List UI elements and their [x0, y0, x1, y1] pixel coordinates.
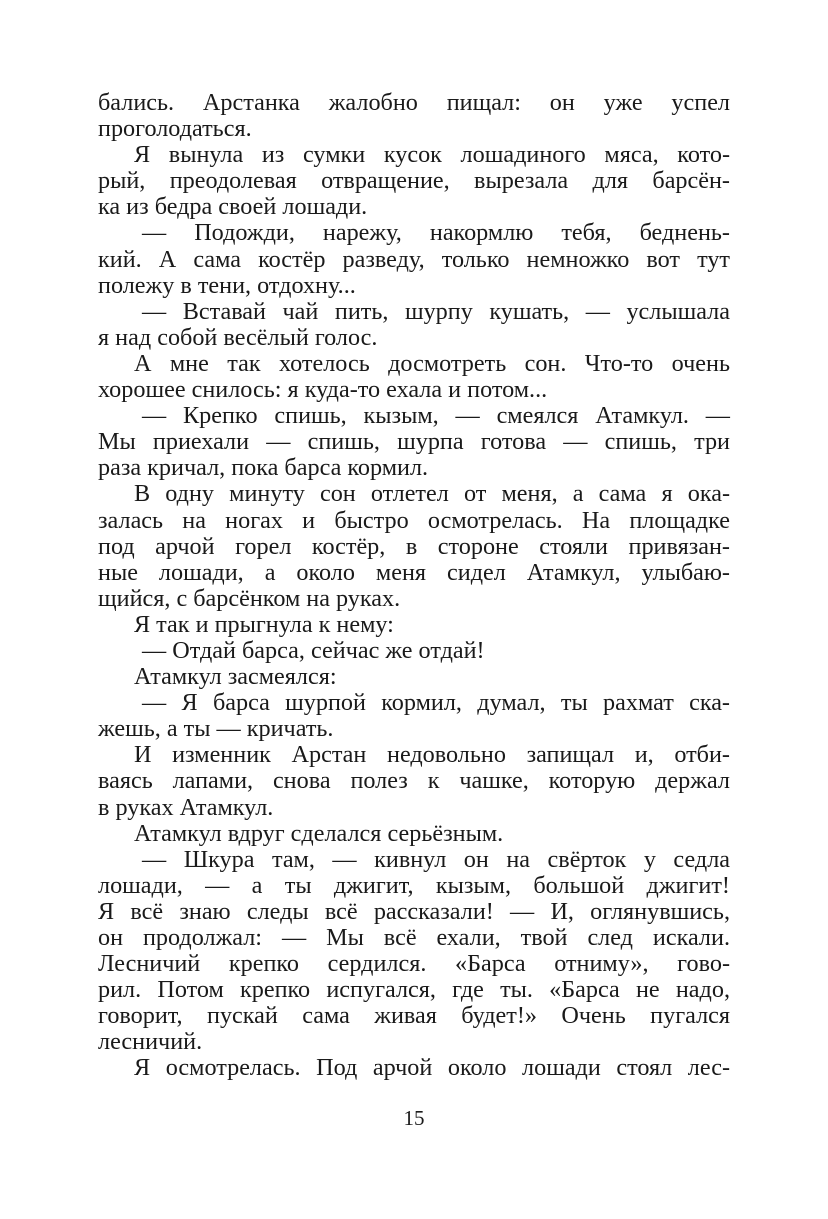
- text-line: Я осмотрелась. Под арчой около лошади стоял лес-: [134, 1054, 730, 1082]
- text-line: лесничий.: [98, 1028, 203, 1056]
- text-line: раза кричал, пока барса кормил.: [98, 454, 429, 482]
- text-line: — Я барса шурпой кормил, думал, ты рахмат ска-: [142, 689, 730, 717]
- text-line: щийся, с барсёнком на руках.: [98, 584, 401, 612]
- text-line: — Отдай барса, сейчас же отдай!: [142, 636, 485, 664]
- text-line: жешь, а ты — кричать.: [98, 715, 334, 743]
- text-line: хорошее снилось: я куда-то ехала и потом...: [98, 376, 548, 404]
- page-number: 15: [403, 1106, 425, 1130]
- text-line: — Вставай чай пить, шурпу кушать, — услышала: [142, 297, 730, 325]
- text-line: ваясь лапами, снова полез к чашке, которую держал: [98, 767, 730, 795]
- text-line: кий. А сама костёр разведу, только немножко вот тут: [98, 245, 730, 273]
- text-line: — Крепко спишь, кызым, — смеялся Атамкул. —: [142, 402, 730, 430]
- text-line: залась на ногах и быстро осмотрелась. На площадке: [98, 506, 730, 534]
- text-line: бались. Арстанка жалобно пищал: он уже успел: [98, 89, 730, 116]
- text-line: говорит, пускай сама живая будет!» Очень пугался: [98, 1002, 730, 1030]
- text-line: В одну минуту сон отлетел от меня, а сама я ока-: [134, 480, 730, 508]
- text-line: — Подожди, нарежу, накормлю тебя, беднень-: [142, 219, 730, 247]
- text-line: ка из бедра своей лошади.: [98, 193, 368, 221]
- text-line: Атамкул вдруг сделался серьёзным.: [134, 819, 504, 847]
- text-line: Лесничий крепко сердился. «Барса отниму», гово-: [98, 950, 730, 978]
- text-line: А мне так хотелось досмотреть сон. Что-то очень: [134, 349, 730, 377]
- text-line: я над собой весёлый голос.: [98, 323, 378, 351]
- text-line: ные лошади, а около меня сидел Атамкул, улыбаю-: [98, 558, 730, 586]
- body-text: [98, 90, 730, 1082]
- text-line: полежу в тени, отдохну...: [98, 271, 356, 299]
- text-line: Мы приехали — спишь, шурпа готова — спишь, три: [98, 428, 730, 456]
- text-line: под арчой горел костёр, в стороне стояли привязан-: [98, 532, 730, 560]
- text-line: в руках Атамкул.: [98, 793, 274, 821]
- text-line: — Шкура там, — кивнул он на свёрток у седла: [142, 845, 730, 873]
- text-line: лошади, — а ты джигит, кызым, большой джигит!: [98, 871, 730, 899]
- text-line: рил. Потом крепко испугался, где ты. «Барса не надо,: [98, 976, 730, 1004]
- text-line: Я вынула из сумки кусок лошадиного мяса, кото-: [134, 141, 730, 169]
- text-line: рый, преодолевая отвращение, вырезала для барсён-: [98, 167, 730, 195]
- text-line: проголодаться.: [98, 115, 252, 143]
- text-line: он продолжал: — Мы всё ехали, твой след искали.: [98, 924, 730, 951]
- text-line: И изменник Арстан недовольно запищал и, отби-: [134, 741, 730, 769]
- text-line: Я всё знаю следы всё рассказали! — И, оглянувшись,: [98, 897, 730, 925]
- text-line: Атамкул засмеялся:: [134, 663, 337, 691]
- text-line: Я так и прыгнула к нему:: [134, 610, 394, 638]
